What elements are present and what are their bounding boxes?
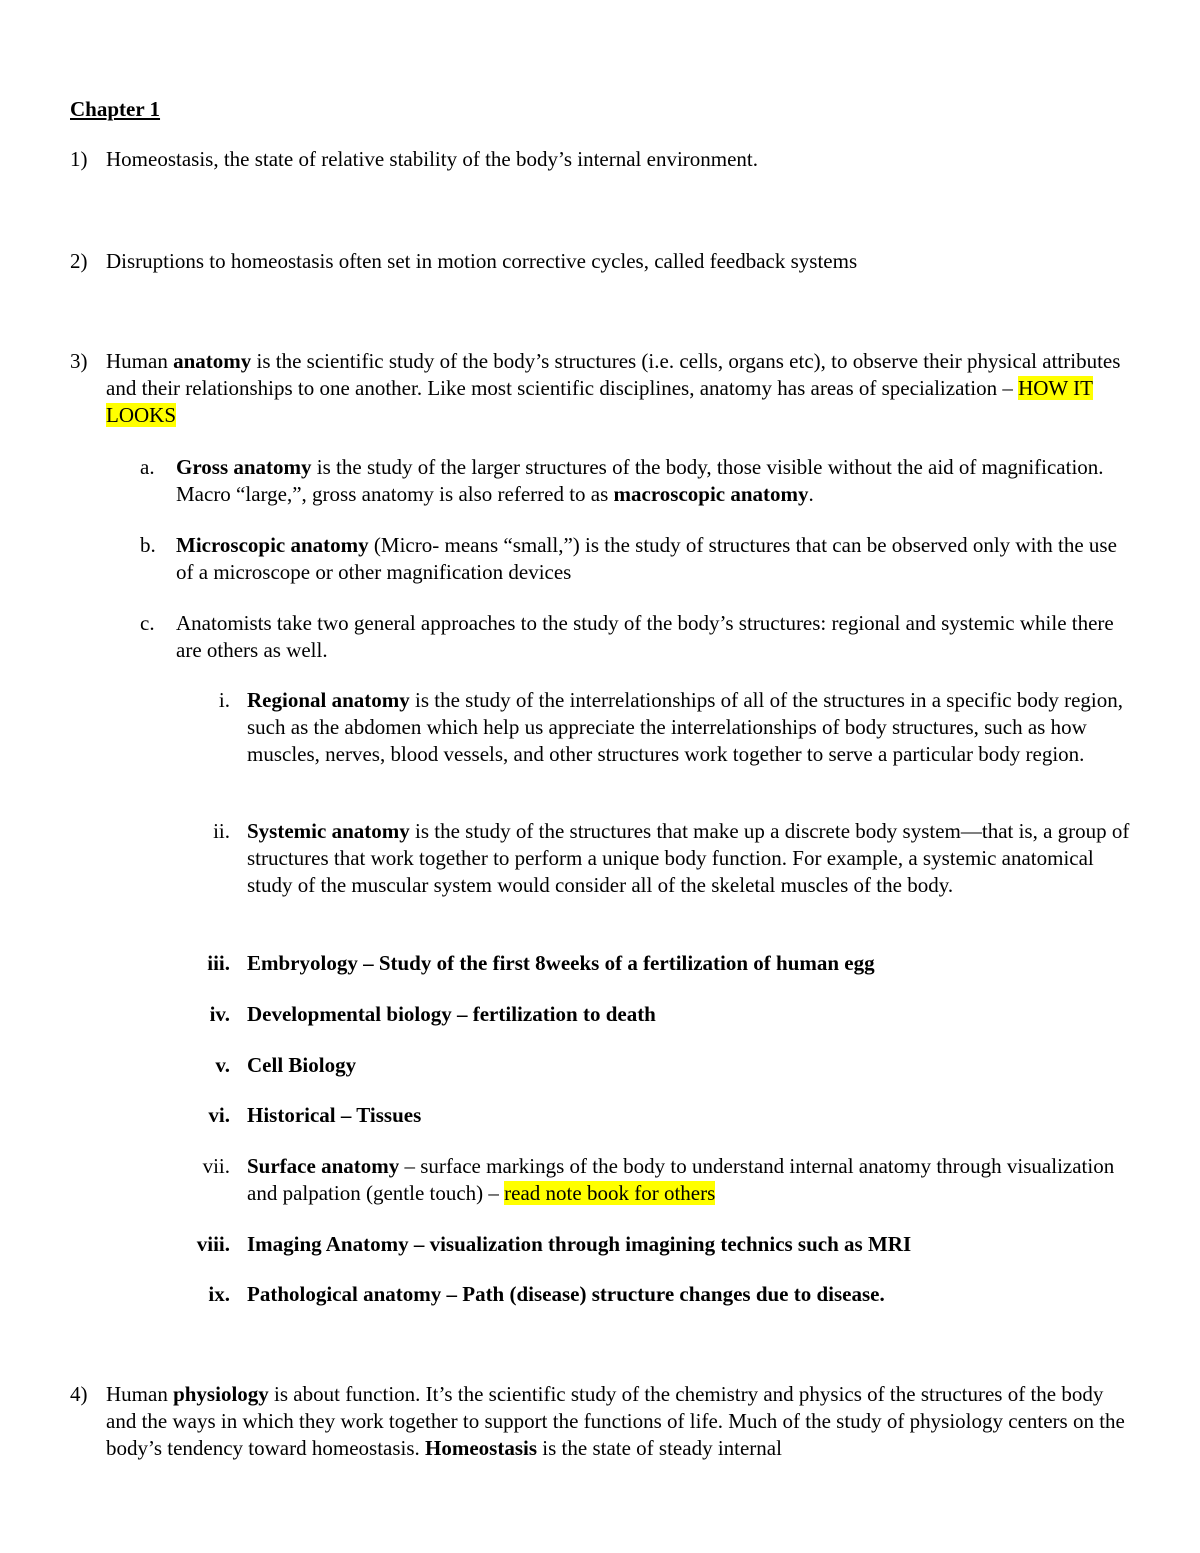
text-run: Human — [106, 1382, 174, 1406]
item-text: Disruptions to homeostasis often set in motion corrective cycles, called feedback systems — [106, 249, 858, 273]
roman-numeral: vi. — [208, 1103, 230, 1127]
sub-item-letter: a. — [140, 455, 155, 479]
highlighted-text: HOW IT LOOKS — [106, 376, 1093, 427]
roman-numeral: vii. — [202, 1154, 230, 1178]
roman-item-text: Cell Biology — [247, 1053, 357, 1077]
text-run: . — [808, 482, 814, 506]
roman-numeral: iii. — [207, 951, 230, 975]
sub-item-letter: b. — [140, 533, 156, 557]
roman-item-text — [247, 818, 1130, 899]
text-run: (Micro- means “small,”) is the study of structures that can be observed only with the use of a microscope or other magnification devices — [176, 533, 1117, 584]
sub-item-letter: c. — [140, 611, 155, 635]
text-run: is the study of the structures that make up a discrete body system—that is, a group of structures that work together to perform a unique body function. For example, a systemic anatomical study of the muscular system would consider all of the skeletal muscles of the body. — [247, 819, 1130, 897]
roman-numeral: v. — [215, 1053, 230, 1077]
sub-item-text — [176, 454, 1130, 508]
term-gross-anatomy: Gross anatomy — [176, 455, 312, 479]
sub-item-text: Anatomists take two general approaches to the study of the body’s structures: regional and systemic while there are others as well. — [176, 611, 1114, 662]
item-number: 3) — [70, 349, 88, 373]
roman-item-text: Embryology – Study of the first 8weeks of a fertilization of human egg — [247, 951, 875, 975]
roman-numeral: ix. — [208, 1282, 230, 1306]
roman-item-text: Historical – Tissues — [247, 1103, 422, 1127]
roman-numeral: i. — [218, 688, 230, 712]
roman-item-text — [247, 687, 1130, 768]
term-homeostasis: Homeostasis — [425, 1436, 538, 1460]
roman-numeral: iv. — [209, 1002, 230, 1026]
text-run: is the scientific study of the body’s structures (i.e. cells, organs etc), to observe their physical attributes and their relationships to one another. Like most scientific disciplines, anatomy has areas of specialization – — [106, 349, 1121, 400]
term-physiology: physiology — [173, 1382, 269, 1406]
text-run: is the study of the interrelationships of all of the structures in a specific body region, such as the abdomen which help us appreciate the interrelationships of body structures, such as how muscles, nerves, blood vessels, and other structures work together to serve a particular body region. — [247, 688, 1123, 766]
term-microscopic-anatomy: Microscopic anatomy — [176, 533, 369, 557]
term-surface-anatomy: Surface anatomy — [247, 1154, 400, 1178]
item-number: 2) — [70, 249, 88, 273]
roman-numeral: viii. — [196, 1232, 230, 1256]
item-text — [106, 348, 1130, 429]
text-run: is the study of the larger structures of the body, those visible without the aid of magnification. Macro “large,”, gross anatomy is also referred to as — [176, 455, 1104, 506]
text-run: is about function. It’s the scientific study of the chemistry and physics of the structures of the body and the ways in which they work together to support the functions of life. Much of the study of physiology centers on the body’s tendency toward homeostasis. — [106, 1382, 1125, 1460]
term-macroscopic-anatomy: macroscopic anatomy — [613, 482, 809, 506]
text-run: is the state of steady internal — [537, 1436, 782, 1460]
sub-item-text — [176, 532, 1130, 586]
highlighted-text: read note book for others — [504, 1181, 716, 1205]
roman-item-text: Developmental biology – fertilization to death — [247, 1002, 656, 1026]
term-systemic-anatomy: Systemic anatomy — [247, 819, 410, 843]
text-run: Human — [106, 349, 174, 373]
text-run: – surface markings of the body to understand internal anatomy through visualization and palpation (gentle touch) – — [247, 1154, 1115, 1205]
roman-numeral: ii. — [213, 819, 230, 843]
item-text: Homeostasis, the state of relative stability of the body’s internal environment. — [106, 147, 759, 171]
item-number: 1) — [70, 147, 88, 171]
chapter-title: Chapter 1 — [70, 97, 161, 121]
roman-item-text: Pathological anatomy – Path (disease) structure changes due to disease. — [247, 1282, 885, 1306]
term-anatomy: anatomy — [173, 349, 252, 373]
roman-item-text: Imaging Anatomy – visualization through imagining technics such as MRI — [247, 1232, 912, 1256]
term-regional-anatomy: Regional anatomy — [247, 688, 410, 712]
item-text — [106, 1381, 1130, 1462]
roman-item-text — [247, 1153, 1130, 1207]
item-number: 4) — [70, 1382, 88, 1406]
